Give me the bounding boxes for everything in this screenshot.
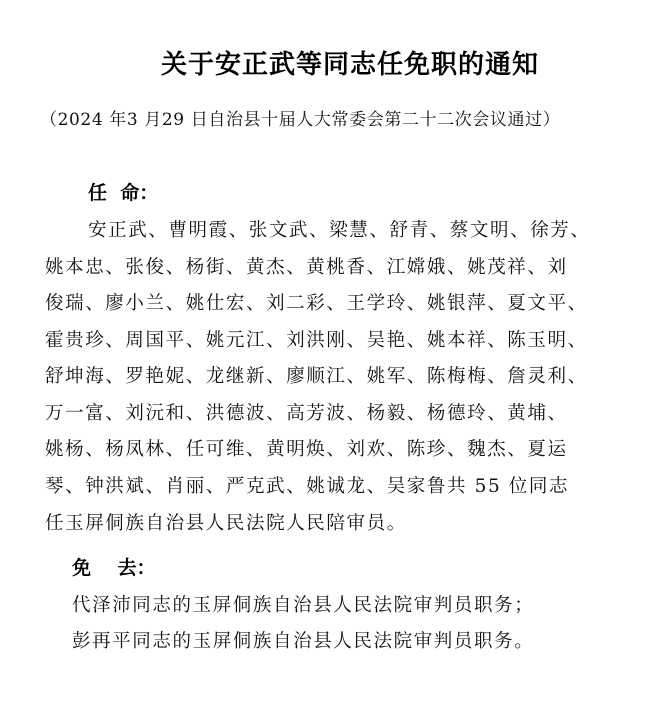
appointment-line: 舒坤海、罗艳妮、龙继新、廖顺江、姚军、陈梅梅、詹灵利、 bbox=[45, 366, 588, 387]
appointment-line: 姚本忠、张俊、杨街、黄杰、黄桃香、江嫦娥、姚茂祥、刘 bbox=[45, 257, 568, 278]
appointment-heading: 任 命： bbox=[88, 182, 159, 204]
appointment-line: 姚杨、杨凤林、任可维、黄明焕、刘欢、陈珍、魏杰、夏运 bbox=[45, 439, 568, 460]
dismissal-line: 代泽沛同志的玉屏侗族自治县人民法院审判员职务； bbox=[72, 595, 535, 616]
appointment-line: 琴、钟洪斌、肖丽、严克武、姚诚龙、吴家鲁共 55 位同志 bbox=[45, 476, 570, 497]
document-subtitle: （2024 年3 月29 日自治县十届人大常委会第二十二次会议通过） bbox=[40, 110, 561, 130]
dismissal-heading: 免 去： bbox=[72, 557, 156, 579]
appointment-line: 任玉屏侗族自治县人民法院人民陪审员。 bbox=[45, 513, 407, 534]
document-title: 关于安正武等同志任免职的通知 bbox=[160, 50, 539, 80]
dismissal-line: 彭再平同志的玉屏侗族自治县人民法院审判员职务。 bbox=[72, 631, 535, 652]
appointment-line: 万一富、刘沅和、洪德波、高芳波、杨毅、杨德玲、黄埔、 bbox=[45, 403, 568, 424]
appointment-line: 霍贵珍、周国平、姚元江、刘洪刚、吴艳、姚本祥、陈玉明、 bbox=[45, 330, 588, 351]
appointment-line: 俊瑞、廖小兰、姚仕宏、刘二彩、王学玲、姚银萍、夏文平、 bbox=[45, 293, 588, 314]
appointment-line: 安正武、曹明霞、张文武、梁慧、舒青、蔡文明、徐芳、 bbox=[88, 220, 591, 241]
